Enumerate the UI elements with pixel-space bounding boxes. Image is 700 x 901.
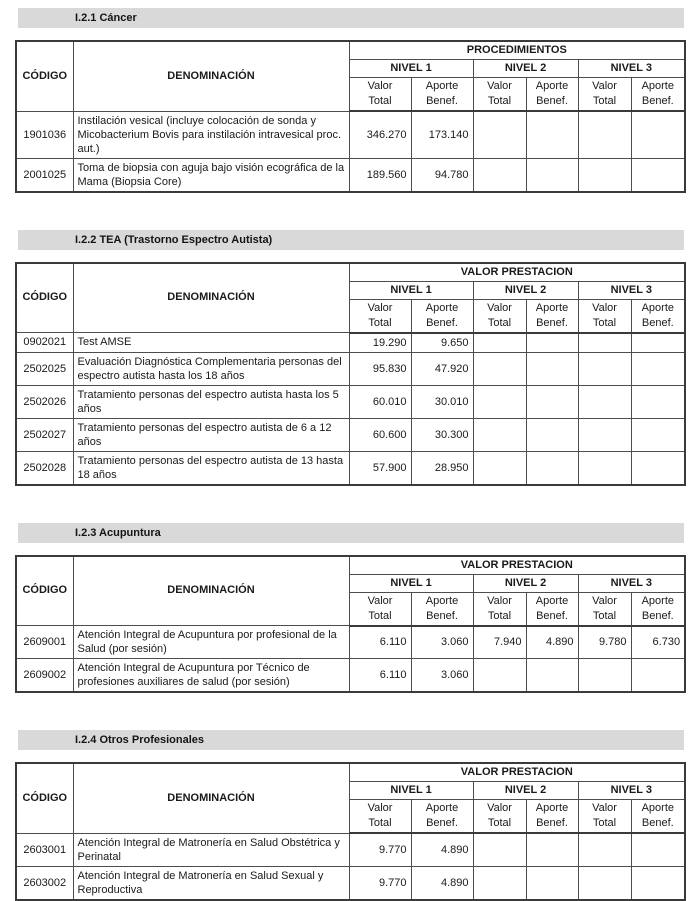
header-line: Valor xyxy=(592,802,617,814)
nivel3-valor-total-cell xyxy=(578,833,631,866)
nivel1-aporte-benef-cell: 94.780 xyxy=(411,158,473,192)
denominacion-cell: Atención Integral de Matronería en Salud Sexual y Reproductiva xyxy=(73,866,349,900)
nivel1-aporte-benef-header xyxy=(411,592,473,626)
nivel3-valor-total-header xyxy=(578,299,631,333)
value-group-header: PROCEDIMIENTOS xyxy=(349,41,685,60)
nivel3-valor-total-cell xyxy=(578,111,631,158)
nivel1-valor-total-cell: 9.770 xyxy=(349,833,411,866)
header-line: Total xyxy=(368,316,392,329)
denominacion-cell: Instilación vesical (incluye colocación de sonda y Micobacterium Bovis para instilación intravesical proc. aut.) xyxy=(73,111,349,158)
nivel2-aporte-benef-header xyxy=(526,78,578,112)
codigo-column-header: CÓDIGO xyxy=(16,263,73,333)
codigo-cell: 2502026 xyxy=(16,385,73,418)
table-header xyxy=(16,41,685,111)
header-line: Valor xyxy=(367,802,393,814)
tariff-table xyxy=(15,40,686,193)
header-line: Aporte xyxy=(425,594,459,607)
nivel2-aporte-benef-cell xyxy=(526,659,578,693)
table-row xyxy=(16,866,685,900)
header-line: Aporte xyxy=(535,802,569,814)
codigo-cell: 2603001 xyxy=(16,833,73,866)
section-title-band xyxy=(18,730,684,750)
header-line: Aporte xyxy=(641,301,674,314)
nivel-3-header: NIVEL 3 xyxy=(578,281,685,299)
nivel2-valor-total-header xyxy=(473,592,526,626)
nivel2-valor-total-header xyxy=(473,800,526,834)
nivel3-aporte-benef-cell xyxy=(631,833,685,866)
header-line: Valor xyxy=(592,80,617,92)
nivel2-valor-total-cell xyxy=(473,659,526,693)
table-row xyxy=(16,158,685,192)
header-line: Valor xyxy=(367,301,393,314)
nivel1-valor-total-cell: 60.010 xyxy=(349,385,411,418)
header-line: Valor xyxy=(367,594,393,607)
nivel1-valor-total-header xyxy=(349,78,411,112)
codigo-cell: 2603002 xyxy=(16,866,73,900)
denominacion-cell: Tratamiento personas del espectro autista hasta los 5 años xyxy=(73,385,349,418)
header-line: Benef. xyxy=(426,817,458,829)
codigo-cell: 1901036 xyxy=(16,111,73,158)
header-line: Aporte xyxy=(425,80,459,92)
nivel2-valor-total-header xyxy=(473,78,526,112)
nivel2-aporte-benef-cell xyxy=(526,352,578,385)
document-section xyxy=(15,230,684,486)
nivel3-aporte-benef-cell xyxy=(631,158,685,192)
nivel2-aporte-benef-cell: 4.890 xyxy=(526,626,578,659)
table-header xyxy=(16,556,685,626)
nivel1-aporte-benef-header xyxy=(411,78,473,112)
nivel-3-header: NIVEL 3 xyxy=(578,574,685,592)
nivel2-aporte-benef-cell xyxy=(526,333,578,353)
nivel2-aporte-benef-cell xyxy=(526,451,578,485)
nivel3-valor-total-cell xyxy=(578,418,631,451)
header-line: Aporte xyxy=(535,301,569,314)
header-line: Total xyxy=(487,95,512,107)
header-line: Valor xyxy=(487,802,512,814)
nivel2-valor-total-header xyxy=(473,299,526,333)
denominacion-column-header: DENOMINACIÓN xyxy=(73,556,349,626)
header-line: Total xyxy=(487,609,512,622)
nivel2-valor-total-cell xyxy=(473,451,526,485)
header-line: Benef. xyxy=(536,95,568,107)
header-line: Aporte xyxy=(641,80,674,92)
nivel-1-header: NIVEL 1 xyxy=(349,60,473,78)
nivel3-aporte-benef-header xyxy=(631,800,685,834)
tariff-table xyxy=(15,262,686,486)
nivel3-aporte-benef-cell xyxy=(631,866,685,900)
header-line: Total xyxy=(487,316,512,329)
document-section xyxy=(15,8,684,193)
nivel3-valor-total-cell xyxy=(578,352,631,385)
denominacion-column-header: DENOMINACIÓN xyxy=(73,41,349,111)
table-header xyxy=(16,263,685,333)
nivel3-aporte-benef-cell xyxy=(631,352,685,385)
header-line: Total xyxy=(592,817,617,829)
nivel3-valor-total-cell xyxy=(578,866,631,900)
nivel3-aporte-benef-cell xyxy=(631,333,685,353)
codigo-cell: 2502028 xyxy=(16,451,73,485)
denominacion-column-header: DENOMINACIÓN xyxy=(73,763,349,833)
header-line: Benef. xyxy=(641,316,674,329)
value-group-header: VALOR PRESTACION xyxy=(349,556,685,575)
header-line: Benef. xyxy=(641,609,674,622)
nivel1-valor-total-cell: 189.560 xyxy=(349,158,411,192)
nivel3-aporte-benef-cell xyxy=(631,451,685,485)
nivel3-aporte-benef-header xyxy=(631,299,685,333)
header-line: Aporte xyxy=(641,802,674,814)
nivel-3-header: NIVEL 3 xyxy=(578,60,685,78)
nivel3-valor-total-cell: 9.780 xyxy=(578,626,631,659)
nivel1-aporte-benef-cell: 4.890 xyxy=(411,866,473,900)
nivel3-valor-total-header xyxy=(578,800,631,834)
nivel1-valor-total-cell: 6.110 xyxy=(349,659,411,693)
nivel1-aporte-benef-header xyxy=(411,800,473,834)
nivel1-valor-total-cell: 346.270 xyxy=(349,111,411,158)
header-line: Total xyxy=(592,95,617,107)
tariff-table xyxy=(15,762,686,901)
nivel1-aporte-benef-cell: 3.060 xyxy=(411,659,473,693)
nivel1-valor-total-header xyxy=(349,592,411,626)
header-line: Aporte xyxy=(641,594,674,607)
nivel1-valor-total-header xyxy=(349,800,411,834)
nivel1-aporte-benef-cell: 3.060 xyxy=(411,626,473,659)
nivel3-valor-total-header xyxy=(578,592,631,626)
nivel1-aporte-benef-cell: 47.920 xyxy=(411,352,473,385)
nivel2-aporte-benef-cell xyxy=(526,418,578,451)
nivel2-valor-total-cell xyxy=(473,352,526,385)
header-line: Benef. xyxy=(426,609,458,622)
nivel1-valor-total-cell: 6.110 xyxy=(349,626,411,659)
denominacion-cell: Toma de biopsia con aguja bajo visión ecográfica de la Mama (Biopsia Core) xyxy=(73,158,349,192)
table-body xyxy=(16,626,685,693)
header-line: Benef. xyxy=(641,95,674,107)
nivel2-valor-total-cell xyxy=(473,418,526,451)
nivel2-valor-total-cell xyxy=(473,158,526,192)
denominacion-cell: Tratamiento personas del espectro autista de 6 a 12 años xyxy=(73,418,349,451)
nivel-2-header: NIVEL 2 xyxy=(473,782,578,800)
header-line: Benef. xyxy=(536,316,568,329)
section-title: I.2.3 Acupuntura xyxy=(75,526,161,539)
codigo-column-header: CÓDIGO xyxy=(16,41,73,111)
nivel3-valor-total-cell xyxy=(578,451,631,485)
nivel1-valor-total-cell: 95.830 xyxy=(349,352,411,385)
nivel2-valor-total-cell xyxy=(473,111,526,158)
nivel1-valor-total-cell: 9.770 xyxy=(349,866,411,900)
nivel2-valor-total-cell xyxy=(473,833,526,866)
nivel2-valor-total-cell xyxy=(473,385,526,418)
table-row xyxy=(16,333,685,353)
header-line: Total xyxy=(368,95,392,107)
nivel3-aporte-benef-cell xyxy=(631,385,685,418)
nivel-1-header: NIVEL 1 xyxy=(349,574,473,592)
section-title-band xyxy=(18,230,684,250)
codigo-cell: 2609001 xyxy=(16,626,73,659)
header-line: Benef. xyxy=(536,609,568,622)
header-line: Valor xyxy=(592,594,617,607)
nivel1-aporte-benef-cell: 9.650 xyxy=(411,333,473,353)
nivel-1-header: NIVEL 1 xyxy=(349,281,473,299)
nivel1-aporte-benef-header xyxy=(411,299,473,333)
header-line: Total xyxy=(368,609,392,622)
table-row xyxy=(16,833,685,866)
nivel-1-header: NIVEL 1 xyxy=(349,782,473,800)
nivel1-aporte-benef-cell: 28.950 xyxy=(411,451,473,485)
denominacion-column-header: DENOMINACIÓN xyxy=(73,263,349,333)
section-title: I.2.4 Otros Profesionales xyxy=(75,734,204,746)
header-line: Valor xyxy=(592,301,617,314)
nivel1-valor-total-cell: 19.290 xyxy=(349,333,411,353)
nivel3-valor-total-header xyxy=(578,78,631,112)
codigo-cell: 0902021 xyxy=(16,333,73,353)
header-line: Benef. xyxy=(426,316,458,329)
nivel3-aporte-benef-cell xyxy=(631,418,685,451)
nivel1-aporte-benef-cell: 30.300 xyxy=(411,418,473,451)
header-line: Valor xyxy=(367,80,393,92)
nivel3-aporte-benef-header xyxy=(631,78,685,112)
denominacion-cell: Atención Integral de Acupuntura por Técnico de profesiones auxiliares de salud (por sesión) xyxy=(73,659,349,693)
codigo-column-header: CÓDIGO xyxy=(16,556,73,626)
tariff-table xyxy=(15,555,686,694)
header-line: Aporte xyxy=(535,80,569,92)
section-title: I.2.1 Cáncer xyxy=(75,12,137,24)
nivel-2-header: NIVEL 2 xyxy=(473,281,578,299)
table-row xyxy=(16,385,685,418)
nivel1-aporte-benef-cell: 173.140 xyxy=(411,111,473,158)
nivel3-aporte-benef-cell: 6.730 xyxy=(631,626,685,659)
nivel2-valor-total-cell xyxy=(473,333,526,353)
table-row xyxy=(16,626,685,659)
table-row xyxy=(16,451,685,485)
nivel1-aporte-benef-cell: 4.890 xyxy=(411,833,473,866)
nivel1-valor-total-header xyxy=(349,299,411,333)
nivel3-aporte-benef-cell xyxy=(631,111,685,158)
section-title: I.2.2 TEA (Trastorno Espectro Autista) xyxy=(75,233,273,246)
denominacion-cell: Tratamiento personas del espectro autista de 13 hasta 18 años xyxy=(73,451,349,485)
codigo-cell: 2502025 xyxy=(16,352,73,385)
nivel1-valor-total-cell: 60.600 xyxy=(349,418,411,451)
header-line: Benef. xyxy=(426,95,458,107)
nivel2-aporte-benef-header xyxy=(526,800,578,834)
nivel3-aporte-benef-cell xyxy=(631,659,685,693)
nivel-2-header: NIVEL 2 xyxy=(473,574,578,592)
codigo-cell: 2609002 xyxy=(16,659,73,693)
table-row xyxy=(16,111,685,158)
denominacion-cell: Test AMSE xyxy=(73,333,349,353)
table-row xyxy=(16,352,685,385)
table-row xyxy=(16,659,685,693)
header-line: Total xyxy=(592,316,617,329)
table-header xyxy=(16,763,685,833)
header-line: Total xyxy=(368,817,392,829)
header-line: Aporte xyxy=(425,301,459,314)
header-line: Benef. xyxy=(641,817,674,829)
nivel2-valor-total-cell xyxy=(473,866,526,900)
codigo-column-header: CÓDIGO xyxy=(16,763,73,833)
nivel1-aporte-benef-cell: 30.010 xyxy=(411,385,473,418)
denominacion-cell: Atención Integral de Acupuntura por profesional de la Salud (por sesión) xyxy=(73,626,349,659)
value-group-header: VALOR PRESTACION xyxy=(349,763,685,782)
nivel2-aporte-benef-header xyxy=(526,592,578,626)
nivel2-aporte-benef-cell xyxy=(526,158,578,192)
codigo-cell: 2502027 xyxy=(16,418,73,451)
header-line: Benef. xyxy=(536,817,568,829)
nivel3-valor-total-cell xyxy=(578,333,631,353)
nivel3-aporte-benef-header xyxy=(631,592,685,626)
header-line: Total xyxy=(487,817,512,829)
nivel2-valor-total-cell: 7.940 xyxy=(473,626,526,659)
header-line: Valor xyxy=(487,80,512,92)
header-line: Aporte xyxy=(535,594,569,607)
nivel-2-header: NIVEL 2 xyxy=(473,60,578,78)
table-body xyxy=(16,333,685,485)
nivel2-aporte-benef-cell xyxy=(526,385,578,418)
codigo-cell: 2001025 xyxy=(16,158,73,192)
nivel3-valor-total-cell xyxy=(578,659,631,693)
denominacion-cell: Evaluación Diagnóstica Complementaria personas del espectro autista hasta los 18 años xyxy=(73,352,349,385)
nivel2-aporte-benef-header xyxy=(526,299,578,333)
nivel3-valor-total-cell xyxy=(578,385,631,418)
table-body xyxy=(16,833,685,900)
table-body xyxy=(16,111,685,192)
header-line: Valor xyxy=(487,301,512,314)
denominacion-cell: Atención Integral de Matronería en Salud Obstétrica y Perinatal xyxy=(73,833,349,866)
nivel3-valor-total-cell xyxy=(578,158,631,192)
section-title-band xyxy=(18,523,684,543)
nivel2-aporte-benef-cell xyxy=(526,111,578,158)
header-line: Aporte xyxy=(425,802,459,814)
table-row xyxy=(16,418,685,451)
nivel-3-header: NIVEL 3 xyxy=(578,782,685,800)
header-line: Total xyxy=(592,609,617,622)
section-title-band xyxy=(18,8,684,28)
nivel2-aporte-benef-cell xyxy=(526,833,578,866)
nivel2-aporte-benef-cell xyxy=(526,866,578,900)
value-group-header: VALOR PRESTACION xyxy=(349,263,685,282)
header-line: Valor xyxy=(487,594,512,607)
nivel1-valor-total-cell: 57.900 xyxy=(349,451,411,485)
document-section xyxy=(15,523,684,694)
